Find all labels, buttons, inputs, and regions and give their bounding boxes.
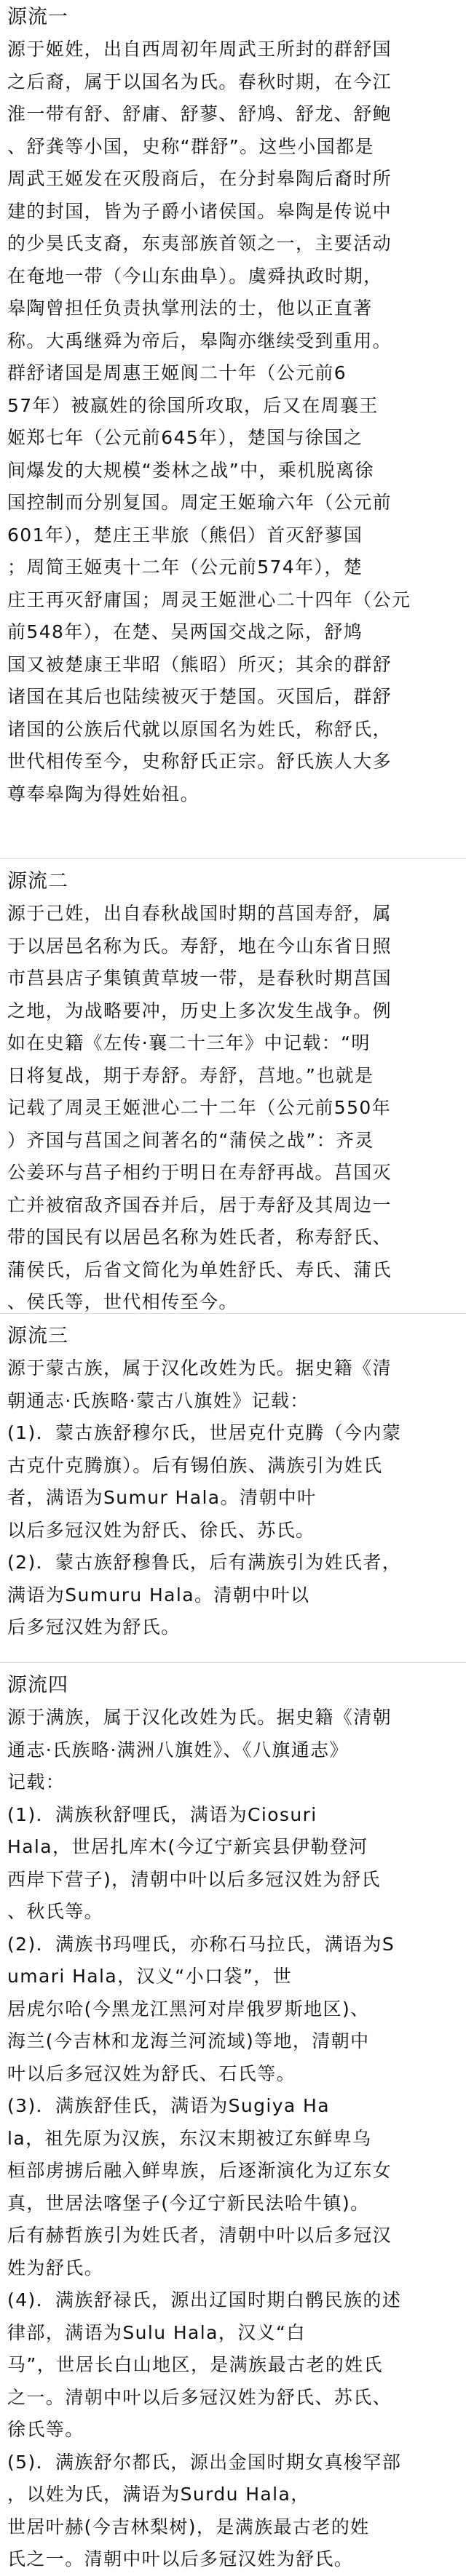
text-line: 满语为Sumuru Hala。清朝中叶以 bbox=[7, 1584, 310, 1606]
text-line: 记载： bbox=[7, 1771, 66, 1793]
section-divider bbox=[0, 1662, 466, 1663]
text-line: 后多冠汉姓为舒氏。 bbox=[7, 1616, 181, 1638]
text-line: 称。大禹继舜为帝后，皋陶亦继续受到重用。 bbox=[7, 330, 392, 351]
text-line: 西岸下营子)，清朝中叶以后多冠汉姓为舒氏 bbox=[7, 1868, 381, 1890]
text-line: (5)．满族舒尔都氏，源出金国时期女真梭罕部 bbox=[7, 2451, 402, 2473]
text-line: 居虎尔哈(今黑龙江黑河对岸俄罗斯地区)、 bbox=[7, 1998, 370, 2019]
text-line: 叶以后多冠汉姓为舒氏、石氏等。 bbox=[7, 2062, 296, 2084]
text-line: 之地，为战略要冲，历史上多次发生战争。例 bbox=[7, 1000, 392, 1021]
text-line: 群舒诸国是周惠王姬阆二十年（公元前6 bbox=[7, 362, 347, 383]
text-line: 之后裔，属于以国名为氏。春秋时期，在今江 bbox=[7, 71, 392, 92]
text-line: 的少昊氏支裔，东夷部族首领之一，主要活动 bbox=[7, 233, 392, 254]
text-line: 桓部虏掳后融入鲜卑族，后逐渐演化为辽东女 bbox=[7, 2160, 392, 2181]
text-line: umari Hala，汉义“小口袋”，世 bbox=[7, 1966, 292, 1987]
text-line: 在奄地一带（今山东曲阜）。虞舜执政时期， bbox=[7, 265, 383, 287]
text-line: (3)．满族舒佳氏，满语为Sugiya Ha bbox=[7, 2095, 330, 2116]
text-line: 周武王姬发在灭殷商后，在分封皋陶后裔时所 bbox=[7, 168, 392, 189]
section-source-4 bbox=[7, 1670, 459, 2576]
text-line: 、舒龚等小国，史称“群舒”。这些小国都是 bbox=[7, 135, 374, 157]
section-body bbox=[7, 898, 459, 1319]
text-line: 国又被楚康王芈昭（熊昭）所灭；其余的群舒 bbox=[7, 653, 392, 675]
text-line: 诸国的公族后代就以原国名为姓氏，称舒氏， bbox=[7, 718, 392, 740]
text-line: 57年）被嬴姓的徐国所攻取，后又在周襄王 bbox=[7, 394, 379, 416]
text-line: 海兰(今吉林和龙海兰河流域)等地，清朝中 bbox=[7, 2030, 370, 2051]
section-divider bbox=[0, 858, 466, 859]
text-line: ，以姓为氏，满语为Surdu Hala， bbox=[7, 2484, 310, 2505]
text-line: 601年），楚庄王芈旅（熊侣）首灭舒蓼国 bbox=[7, 524, 363, 546]
text-line: 姬郑七年（公元前645年），楚国与徐国之 bbox=[7, 427, 363, 448]
text-line: ）齐国与莒国之间著名的“蒲侯之战”：齐灵 bbox=[7, 1129, 374, 1151]
text-line: 记载了周灵王姬泄心二十二年（公元前550年 bbox=[7, 1097, 392, 1118]
section-source-1 bbox=[7, 1, 459, 810]
text-line: 前548年），在楚、吴两国交战之际，舒鸠 bbox=[7, 621, 363, 642]
text-line: 世居叶赫(今吉林梨树)，是满族最古老的姓 bbox=[7, 2516, 370, 2537]
text-line: 氏之一。清朝中叶以后多冠汉姓为舒氏。 bbox=[7, 2548, 354, 2569]
text-line: Hala，世居扎库木(今辽宁新宾县伊勒登河 bbox=[7, 1836, 368, 1857]
text-line: 姓为舒氏。 bbox=[7, 2257, 104, 2278]
section-body bbox=[7, 33, 459, 810]
text-line: 真，世居法喀堡子(今辽宁新民法哈牛镇)。 bbox=[7, 2192, 370, 2214]
text-line: 市莒县店子集镇黄草坡一带，是春秋时期莒国 bbox=[7, 968, 392, 989]
text-line: 淮一带有舒、舒庸、舒蓼、舒鸠、舒龙、舒鲍 bbox=[7, 103, 392, 124]
text-line: (1)．蒙古族舒穆尔氏，世居克什克腾（今内蒙 bbox=[7, 1422, 402, 1443]
text-line: 源于姬姓，出自西周初年周武王所封的群舒国 bbox=[7, 39, 392, 60]
text-line: 源于蒙古族，属于汉化改姓为氏。据史籍《清 bbox=[7, 1357, 392, 1379]
text-line: la，祖先原为汉族，东汉末期被辽东鲜卑乌 bbox=[7, 2127, 372, 2149]
section-heading: 源流一 bbox=[7, 6, 68, 28]
text-line: 者，满语为Sumur Hala。清朝中叶 bbox=[7, 1487, 317, 1508]
section-body bbox=[7, 1702, 459, 2576]
text-line: (4)．满族舒禄氏，源出辽国时期白鹘民族的述 bbox=[7, 2289, 402, 2310]
section-body bbox=[7, 1352, 459, 1644]
section-heading: 源流三 bbox=[7, 1325, 68, 1347]
text-line: 通志·氏族略·满洲八旗姓》、《八旗通志》 bbox=[7, 1739, 349, 1760]
section-source-3 bbox=[7, 1320, 459, 1644]
text-line: (2)．满族书玛哩氏，亦称石马拉氏，满语为S bbox=[7, 1933, 395, 1955]
text-line: ；周简王姬夷十二年（公元前574年），楚 bbox=[7, 557, 363, 578]
text-line: 后有赫哲族引为姓氏者，清朝中叶以后多冠汉 bbox=[7, 2225, 392, 2246]
section-heading: 源流二 bbox=[7, 870, 68, 893]
text-line: 带的国民有以居邑名称为姓氏者，称寿舒氏、 bbox=[7, 1227, 392, 1248]
text-line: 建的封国，皆为子爵小诸侯国。皋陶是传说中 bbox=[7, 200, 392, 222]
text-line: 世代相传至今，史称舒氏正宗。舒氏族人大多 bbox=[7, 751, 392, 772]
text-line: 尊奉皋陶为得姓始祖。 bbox=[7, 783, 200, 805]
text-line: 如在史籍《左传·襄二十三年》中记载：“明 bbox=[7, 1032, 371, 1053]
text-line: (2)．蒙古族舒穆鲁氏，后有满族引为姓氏者， bbox=[7, 1552, 402, 1573]
text-line: 、侯氏等，世代相传至今。 bbox=[7, 1291, 238, 1312]
text-line: 间爆发的大规模“娄林之战”中，乘机脱离徐 bbox=[7, 459, 374, 481]
text-line: 徐氏等。 bbox=[7, 2419, 84, 2440]
section-heading: 源流四 bbox=[7, 1674, 68, 1696]
section-source-2 bbox=[7, 866, 459, 1319]
text-line: 律部，满语为Sulu Hala，汉义“白 bbox=[7, 2321, 306, 2343]
text-line: 公姜环与莒子相约于明日在寿舒再战。莒国灭 bbox=[7, 1162, 392, 1183]
text-line: (1)．满族秋舒哩氏，满语为Ciosuri bbox=[7, 1803, 317, 1825]
text-line: 庄王再灭舒庸国；周灵王姬泄心二十四年（公元 bbox=[7, 589, 411, 610]
text-line: 以后多冠汉姓为舒氏、徐氏、苏氏。 bbox=[7, 1519, 315, 1541]
text-line: 皋陶曾担任负责执掌刑法的士，他以正直著 bbox=[7, 298, 373, 319]
text-line: 马”，世居长白山地区，是满族最古老的姓氏 bbox=[7, 2354, 383, 2375]
text-line: 诸国在其后也陆续被灭于楚国。灭国后，群舒 bbox=[7, 686, 392, 707]
text-line: 源于满族，属于汉化改姓为氏。据史籍《清朝 bbox=[7, 1707, 392, 1728]
text-line: 蒲侯氏，后省文简化为单姓舒氏、寿氏、蒲氏 bbox=[7, 1259, 392, 1280]
text-line: 古克什克腾旗）。后有锡伯族、满族引为姓氏 bbox=[7, 1454, 383, 1476]
text-line: 之一。清朝中叶以后多冠汉姓为舒氏、苏氏、 bbox=[7, 2386, 392, 2408]
text-line: 国控制而分别复国。周定王姬瑜六年（公元前 bbox=[7, 492, 392, 513]
text-line: 源于己姓，出自春秋战国时期的莒国寿舒，属 bbox=[7, 903, 392, 924]
text-line: 、秋氏等。 bbox=[7, 1901, 104, 1922]
section-divider bbox=[0, 1313, 466, 1314]
text-line: 亡并被宿敌齐国吞并后，居于寿舒及其周边一 bbox=[7, 1194, 392, 1216]
text-line: 日将复战，期于寿舒。寿舒，莒地。”也就是 bbox=[7, 1064, 374, 1086]
text-line: 于以居邑名称为氏。寿舒，地在今山东省日照 bbox=[7, 935, 392, 957]
text-line: 朝通志·氏族略·蒙古八旗姓》记载： bbox=[7, 1389, 309, 1411]
